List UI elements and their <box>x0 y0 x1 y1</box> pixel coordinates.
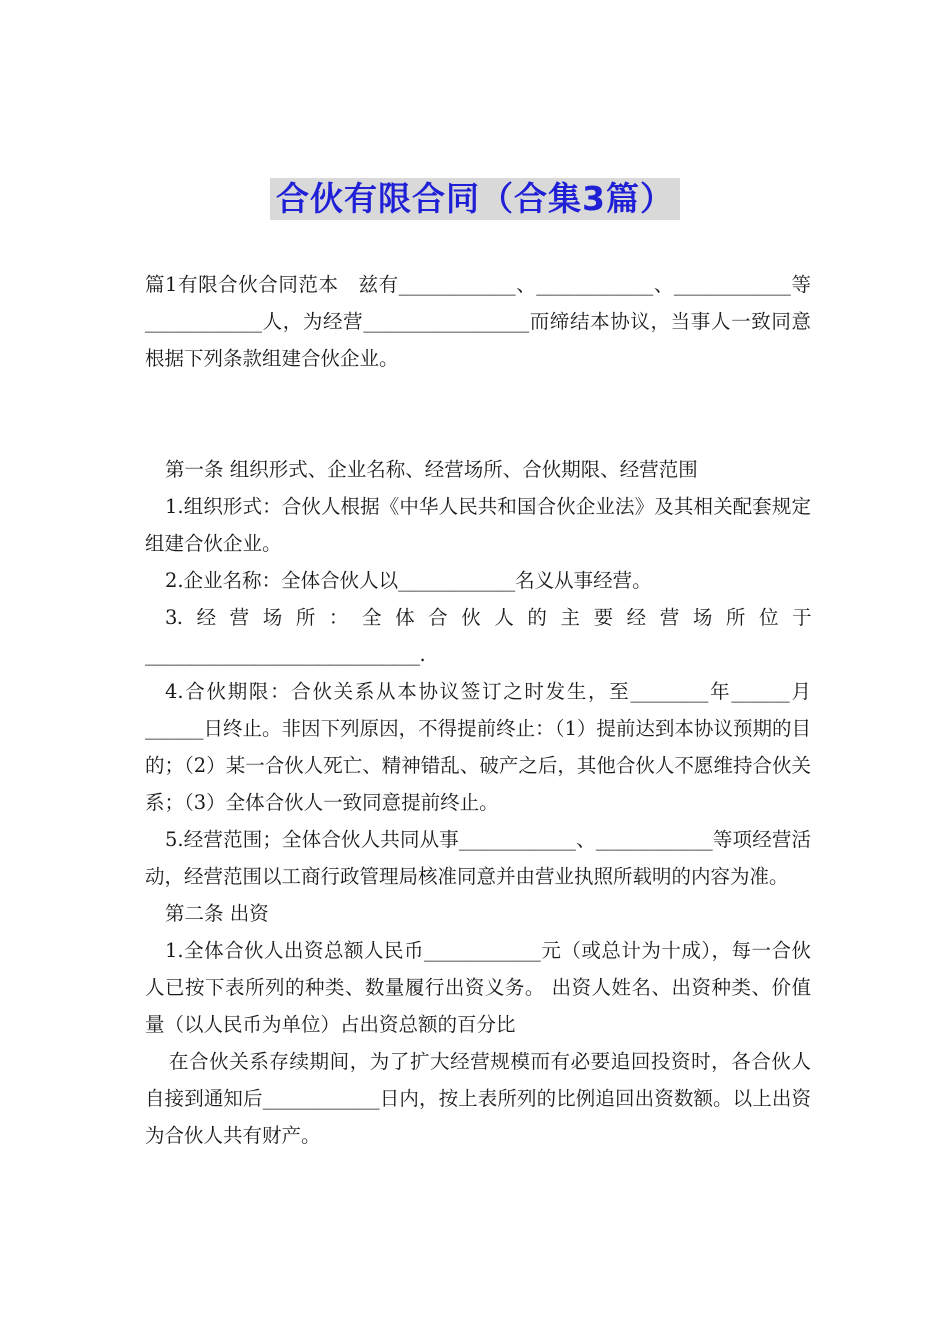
document-body <box>145 266 811 1154</box>
paragraph-gap <box>145 377 811 451</box>
intro-paragraph: 篇1有限合伙合同范本 兹有____________、____________、____________等____________人，为经营_________________而缔结本协议，当事人一致同意根据下列条款组建合伙企业。 <box>145 273 811 370</box>
document-title: 合伙有限合同（合集3篇） <box>270 178 680 220</box>
clause-1-5: 5.经营范围；全体合伙人共同从事____________、____________等项经营活动，经营范围以工商行政管理局核准同意并由营业执照所载明的内容为准。 <box>145 828 811 888</box>
article-1-heading: 第一条 组织形式、企业名称、经营场所、合伙期限、经营范围 <box>165 458 698 481</box>
clause-1-2: 2.企业名称：全体合伙人以____________名义从事经营。 <box>165 569 652 592</box>
clause-1-1: 1.组织形式：合伙人根据《中华人民共和国合伙企业法》及其相关配套规定组建合伙企业。 <box>145 495 811 555</box>
clause-2-additional: 在合伙关系存续期间，为了扩大经营规模而有必要追回投资时，各合伙人自接到通知后____________日内，按上表所列的比例追回出资数额。以上出资为合伙人共有财产。 <box>145 1050 811 1147</box>
article-2-heading: 第二条 出资 <box>165 902 269 925</box>
clause-2-1: 1.全体合伙人出资总额人民币____________元（或总计为十成），每一合伙人已按下表所列的种类、数量履行出资义务。 出资人姓名、出资种类、价值量（以人民币为单位）占出资总额的百分比 <box>145 939 811 1036</box>
title-area <box>0 178 950 220</box>
clause-1-3: 3.经营场所：全体合伙人的主要经营场所位于______________________________. <box>145 606 811 666</box>
clause-1-4: 4.合伙期限：合伙关系从本协议签订之时发生，至________年______月______日终止。非因下列原因，不得提前终止：（1）提前达到本协议预期的目的；（2）某一合伙人死亡、精神错乱、破产之后，其他合伙人不愿维持合伙关系；（3）全体合伙人一致同意提前终止。 <box>145 680 811 814</box>
